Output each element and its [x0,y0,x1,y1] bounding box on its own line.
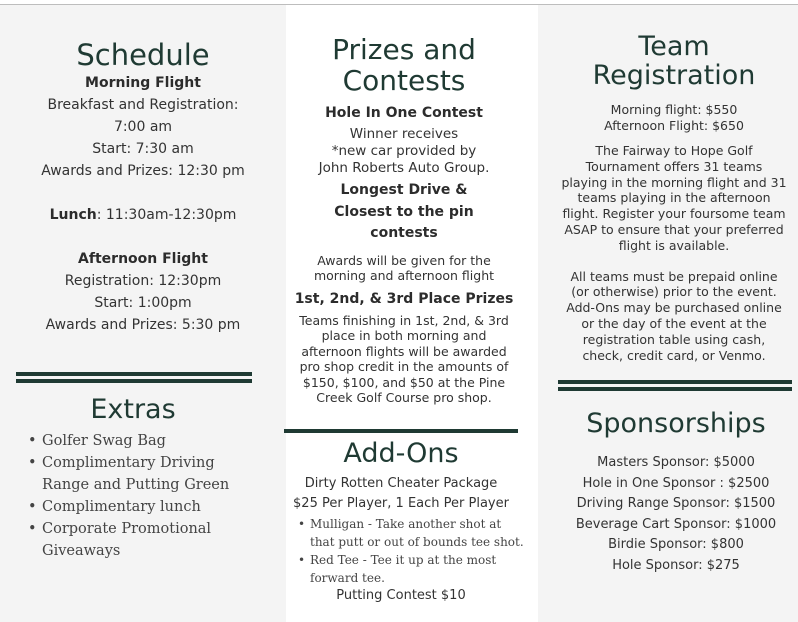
registration-title-line: Team [638,31,710,62]
awards-line: morning and afternoon flight [313,268,495,283]
registration-line: ASAP to ensure that your preferred [564,221,784,237]
longest-drive-line: Closest to the pin [334,203,474,220]
registration-line: or the day of the event at the [581,315,767,331]
prizes-title: Prizes and Contests [332,33,476,97]
list-item: • Mulligan - Take another shot at that putt or out of bounds tee shot. [298,517,524,549]
extras-list [28,430,257,562]
list-item: • Red Tee - Tee it up at the most forward tee. [298,553,497,585]
schedule-title: Schedule [76,38,210,72]
bullet-icon: • [28,521,37,537]
place-line: place in both morning and [321,328,487,343]
list-item: • Golfer Swag Bag [42,430,257,452]
extras-title-wrap [0,396,266,424]
sponsorships-title: Sponsorships [586,408,766,439]
hole-in-one-line: John Roberts Auto Group. [318,160,490,176]
sponsor-item: Driving Range Sponsor: $1500 [576,496,776,512]
divider-double [558,380,792,391]
lunch-label: Lunch [49,207,97,224]
sponsorships-section [548,410,798,576]
package-name: Dirty Rotten Cheater Package [304,476,498,492]
registration-line: (or otherwise) prior to the event. [571,284,777,300]
divider-single [284,429,518,433]
sponsor-item: Masters Sponsor: $5000 [597,455,755,471]
registration-line: All teams must be prepaid online [570,268,778,284]
place-prizes-heading: 1st, 2nd, & 3rd Place Prizes [294,290,514,307]
afternoon-item: Start: 1:00pm [94,295,192,312]
place-line: $150, $100, and $50 at the Pine [302,374,506,390]
extras-title: Extras [90,394,176,425]
registration-title-line: Registration [592,60,756,91]
registration-line: registration table using cash, [582,331,766,347]
registration-line: The Fairway to Hope Golf [595,143,753,158]
place-line: Creek Golf Course pro shop. [316,390,492,405]
sponsor-item: Hole Sponsor: $275 [612,557,740,573]
longest-drive-line: contests [370,225,438,241]
addons-title: Add-Ons [343,438,459,469]
addons-list [298,515,528,587]
addons-section [286,440,516,514]
price-line: Morning flight: $550 [610,102,738,117]
registration-line: check, credit card, or Venmo. [582,347,766,363]
hole-in-one-heading: Hole In One Contest [325,105,483,121]
registration-line: flight is available. [618,237,730,253]
morning-item: Awards and Prizes: 12:30 pm [41,163,245,180]
registration-line: Add-Ons may be purchased online [566,300,782,316]
putting-contest: Putting Contest $10 [336,588,466,603]
awards-line: Awards will be given for the [317,252,491,268]
place-line: Teams finishing in 1st, 2nd, & 3rd [299,312,509,328]
registration-line: teams playing in the afternoon [577,190,771,206]
sponsor-item: Birdie Sponsor: $800 [608,537,744,553]
bullet-icon: • [298,517,306,531]
morning-item: Start: 7:30 am [92,141,194,158]
afternoon-item: Registration: 12:30pm [64,273,222,290]
prizes-section [286,34,522,406]
place-line: pro shop credit in the amounts of [299,359,509,374]
hole-in-one-line: *new car provided by [331,143,477,159]
registration-line: Tournament offers 31 teams [585,158,763,174]
registration-line: flight. Register your foursome team [562,206,786,222]
hole-in-one-line: Winner receives [349,126,459,142]
afternoon-item: Awards and Prizes: 5:30 pm [45,317,241,334]
list-item: • Complimentary lunch [42,496,257,518]
divider-double [16,372,252,383]
list-item: • Corporate Promotional Giveaways [42,518,257,562]
bullet-icon: • [28,433,37,449]
afternoon-flight-heading: Afternoon Flight [78,251,208,268]
list-item: • Complimentary Driving Range and Putting Green [42,452,257,496]
schedule-section [0,40,286,336]
bullet-icon: • [298,553,306,567]
place-line: afternoon flights will be awarded [301,343,507,359]
price-line: Afternoon Flight: $650 [604,118,744,133]
sponsor-item: Hole in One Sponsor : $2500 [582,475,770,491]
longest-drive-line: Longest Drive & [340,182,468,198]
registration-line: playing in the morning flight and 31 [561,174,787,190]
package-price: $25 Per Player, 1 Each Per Player [293,496,509,512]
lunch-line [0,204,286,226]
lunch-time: : 11:30am-12:30pm [96,207,237,224]
sponsor-item: Beverage Cart Sponsor: $1000 [575,516,777,532]
registration-section [538,32,798,363]
morning-item: Breakfast and Registration: [47,97,239,114]
bullet-icon: • [28,499,37,515]
bullet-icon: • [28,455,37,471]
morning-flight-heading: Morning Flight [85,75,201,92]
morning-item: 7:00 am [113,119,173,136]
